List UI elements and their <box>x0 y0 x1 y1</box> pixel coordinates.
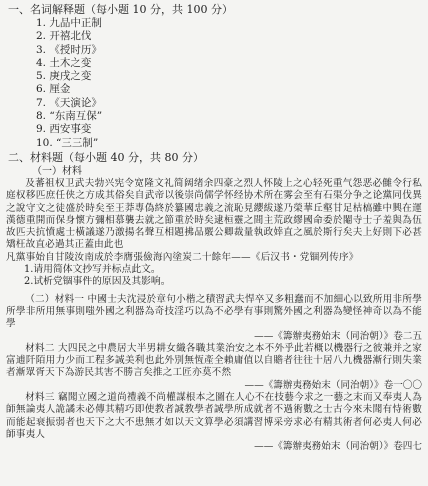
part-1-source: 凡黨事始自甘陵汝南成於李膺張儉海內塗炭二十餘年——《后汉书・党锢列传序》 <box>6 251 359 263</box>
term-item: 10. “三三制” <box>36 136 99 149</box>
part-1-text: 及蕃祖权卫武夫勃兴宪令宽隆文礼简阔绪余四豪之烈人怀陵上之心轻死重气怨恶必雠令行私庭权移匹庶任侠之方成其俗矣自武帝以後崇尚儒学怀经协术所在雾会至有石渠分争之论黨同伐異之說守文之徒盛於時矣至王莽專偽終於纂國忠義之流恥見纓紱遂乃榮華丘壑甘足枯槁雖中興在運漢德重開而保身懷方彌相慕襲去就之節重於時矣逮桓靈之間主荒政繆國命委於閹寺士子羞與為伍故匹夫抗憤處士橫議遂乃激揚名聲互相題拂品覈公卿裁量執政婞直之風於斯行矣夫上好則下必甚矯枉故直必過其正蓋由此也 <box>6 177 422 251</box>
term-item: 5. 庚戌之变 <box>36 70 92 83</box>
term-item: 2. 开禧北伐 <box>36 30 92 43</box>
term-list <box>6 17 422 150</box>
term-item: 3. 《授时历》 <box>36 43 102 56</box>
material-2-source: ——《籌辦夷務始末（同治朝）》卷一〇〇 <box>244 379 422 391</box>
term-item: 6. 厘金 <box>36 83 71 96</box>
section-2-title: 二、材料题（每小题 40 分，共 80 分） <box>8 150 204 164</box>
material-2-text: 材料二 大四民之中農居大半男耕女織各職其業治安之本不外乎此若概以機器行之彼兼并之家富逋阡陌用力少而工程多誠美利也此外別無恆產全賴庸值以自贍者往往十居八九機器漸行則失業者漸眾胥天下為游民其害不勝言矣推之工匠亦莫不然 <box>6 342 422 379</box>
section-1-title: 一、名词解释题（每小题 10 分，共 100 分） <box>8 3 233 16</box>
material-1-source: ——《籌辦夷務始末（同治朝）》卷二五 <box>254 330 422 342</box>
term-item: 7. 《天演论》 <box>36 96 102 109</box>
term-item: 8. “东南互保” <box>36 110 103 123</box>
term-item: 1. 九品中正制 <box>36 17 102 29</box>
part-1-label: （一）材料 <box>32 165 82 177</box>
term-item: 4. 土木之变 <box>36 56 92 69</box>
question-1: 1.请用简体文抄写并标点此文。 <box>24 264 161 276</box>
material-1-text: （二）材料一 中國士夫沈浸於章句小楷之積習武夫悍卒又多粗蠢而不加細心以致所用非所學所學非所用無事則嗤外國之利器為奇技淫巧以為不必學有事則驚外國之利器為變怪神奇以為不能學 <box>6 293 422 330</box>
material-3-text: 材料三 竊聞立國之道尚禮義不尚權謀根本之圖在人心不在技藝今求之一藝之末而又奉夷人為師無論夷人詭譎未必傳其精巧即使教者誠教學者誠學所成就者不過術數之士古今來未聞有恃術數而能起衰振弱者也天下之大不患無才如以天文算學必須講習博采旁求必有精其術者何必夷人何必師事夷人 <box>6 392 422 440</box>
term-item: 9. 西安事变 <box>36 123 92 136</box>
material-3-source: ——《籌辦夷務始末（同治朝）》卷四七 <box>254 441 422 453</box>
question-2: 2.试析党锢事件的原因及其影响。 <box>24 276 171 288</box>
